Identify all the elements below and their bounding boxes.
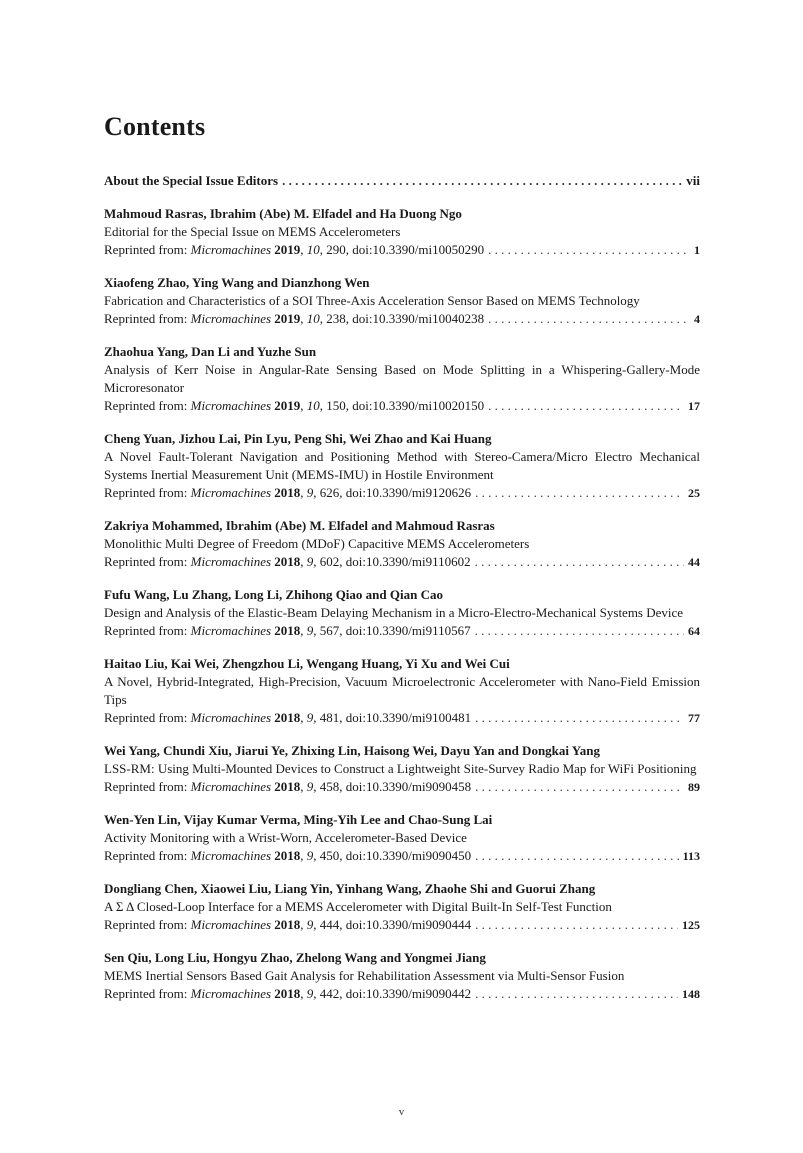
entry-volume: 9: [306, 554, 314, 569]
entry-article: 150: [326, 398, 346, 413]
entry-reprint-line: [104, 916, 700, 934]
entry-year: 2018: [274, 917, 301, 932]
entry-citation: Reprinted from: Micromachines 2018, 9, 444, doi:10.3390/mi9090444: [104, 917, 472, 932]
entry-authors: Wei Yang, Chundi Xiu, Jiarui Ye, Zhixing Lin, Haisong Wei, Dayu Yan and Dongkai Yang: [104, 743, 600, 758]
journal-name: Micromachines: [190, 986, 272, 1001]
journal-name: Micromachines: [190, 398, 272, 413]
entry-title: Design and Analysis of the Elastic-Beam Delaying Mechanism in a Micro-Electro-Mechanical Systems Device: [104, 605, 684, 620]
entry-title: Editorial for the Special Issue on MEMS Accelerometers: [104, 224, 401, 239]
entry-citation: Reprinted from: Micromachines 2019, 10, 238, doi:10.3390/mi10040238: [104, 311, 485, 326]
entry-authors: Dongliang Chen, Xiaowei Liu, Liang Yin, Yinhang Wang, Zhaohe Shi and Guorui Zhang: [104, 881, 596, 896]
toc-entry[interactable]: [104, 430, 700, 502]
reprinted-from-label: Reprinted from:: [104, 398, 188, 413]
leader-dots: [475, 778, 684, 796]
entry-page: 148: [682, 987, 700, 1001]
reprinted-from-label: Reprinted from:: [104, 779, 188, 794]
reprinted-from-label: Reprinted from:: [104, 311, 188, 326]
entry-year: 2019: [274, 242, 301, 257]
toc-about-page: vii: [686, 173, 700, 188]
entry-citation: Reprinted from: Micromachines 2018, 9, 626, doi:10.3390/mi9120626: [104, 485, 472, 500]
leader-dots: [488, 241, 690, 259]
entry-article: 238: [326, 311, 346, 326]
journal-name: Micromachines: [190, 311, 272, 326]
toc-entry[interactable]: [104, 655, 700, 727]
reprinted-from-label: Reprinted from:: [104, 986, 188, 1001]
entry-article: 458: [319, 779, 340, 794]
toc-about-label: About the Special Issue Editors: [104, 173, 279, 188]
reprinted-from-label: Reprinted from:: [104, 917, 188, 932]
entry-citation: Reprinted from: Micromachines 2019, 10, 290, doi:10.3390/mi10050290: [104, 242, 485, 257]
entry-citation: Reprinted from: Micromachines 2018, 9, 602, doi:10.3390/mi9110602: [104, 554, 471, 569]
entry-page: 77: [688, 711, 700, 725]
entry-doi: doi:10.3390/mi10020150: [352, 398, 485, 413]
entry-title: Activity Monitoring with a Wrist-Worn, Accelerometer-Based Device: [104, 830, 467, 845]
toc-entry[interactable]: [104, 586, 700, 640]
leader-dots: [475, 553, 684, 571]
entry-year: 2019: [274, 311, 301, 326]
reprinted-from-label: Reprinted from:: [104, 554, 188, 569]
leader-dots: [488, 310, 690, 328]
entry-doi: doi:10.3390/mi9110567: [345, 623, 471, 638]
entry-authors: Xiaofeng Zhao, Ying Wang and Dianzhong Wen: [104, 275, 370, 290]
entry-authors: Fufu Wang, Lu Zhang, Long Li, Zhihong Qiao and Qian Cao: [104, 587, 443, 602]
entry-page: 125: [682, 918, 700, 932]
entry-year: 2018: [274, 848, 301, 863]
entry-article: 567: [319, 623, 340, 638]
leader-dots: [475, 847, 679, 865]
entry-citation: Reprinted from: Micromachines 2018, 9, 450, doi:10.3390/mi9090450: [104, 848, 472, 863]
entry-article: 442: [319, 986, 340, 1001]
entry-title: Fabrication and Characteristics of a SOI Three-Axis Acceleration Sensor Based on MEMS Technology: [104, 293, 640, 308]
entry-year: 2018: [274, 623, 301, 638]
entry-year: 2019: [274, 398, 301, 413]
entry-reprint-line: [104, 310, 700, 328]
toc-entry[interactable]: [104, 811, 700, 865]
entry-authors: Cheng Yuan, Jizhou Lai, Pin Lyu, Peng Shi, Wei Zhao and Kai Huang: [104, 431, 492, 446]
entry-doi: doi:10.3390/mi9090444: [345, 917, 472, 932]
entry-citation: Reprinted from: Micromachines 2019, 10, 150, doi:10.3390/mi10020150: [104, 398, 485, 413]
entry-reprint-line: [104, 985, 700, 1003]
entry-doi: doi:10.3390/mi9090442: [345, 986, 472, 1001]
entry-volume: 9: [306, 623, 314, 638]
entry-authors: Wen-Yen Lin, Vijay Kumar Verma, Ming-Yih Lee and Chao-Sung Lai: [104, 812, 493, 827]
entry-reprint-line: [104, 241, 700, 259]
entry-page: 4: [694, 312, 700, 326]
entry-doi: doi:10.3390/mi9120626: [345, 485, 472, 500]
entry-authors: Zhaohua Yang, Dan Li and Yuzhe Sun: [104, 344, 317, 359]
entry-reprint-line: [104, 622, 700, 640]
entry-volume: 9: [306, 710, 314, 725]
journal-name: Micromachines: [190, 917, 272, 932]
leader-dots: [475, 709, 684, 727]
journal-name: Micromachines: [190, 623, 272, 638]
entry-title: A Novel Fault-Tolerant Navigation and Positioning Method with Stereo-Camera/Micro Electro Mechanical Systems Inertial Measurement Unit (MEMS-IMU) in Hostile Environment: [104, 449, 700, 482]
toc-about-editors[interactable]: [104, 172, 700, 190]
entry-volume: 9: [306, 779, 314, 794]
page-title: Contents: [104, 112, 206, 141]
entry-title: A Σ Δ Closed-Loop Interface for a MEMS Accelerometer with Digital Built-In Self-Test Function: [104, 899, 612, 914]
entry-volume: 10: [306, 311, 320, 326]
entry-title: LSS-RM: Using Multi-Mounted Devices to Construct a Lightweight Site-Survey Radio Map for WiFi Positioning: [104, 761, 697, 776]
leader-dots: [475, 622, 684, 640]
entry-page: 25: [688, 486, 700, 500]
entry-year: 2018: [274, 779, 301, 794]
reprinted-from-label: Reprinted from:: [104, 242, 188, 257]
entry-citation: Reprinted from: Micromachines 2018, 9, 567, doi:10.3390/mi9110567: [104, 623, 471, 638]
leader-dots: [475, 916, 678, 934]
entry-reprint-line: [104, 553, 700, 571]
entry-article: 602: [319, 554, 340, 569]
entry-doi: doi:10.3390/mi9090450: [345, 848, 472, 863]
toc-entry[interactable]: [104, 949, 700, 1003]
entry-authors: Zakriya Mohammed, Ibrahim (Abe) M. Elfadel and Mahmoud Rasras: [104, 518, 495, 533]
toc-list: [104, 172, 700, 1018]
entry-citation: Reprinted from: Micromachines 2018, 9, 442, doi:10.3390/mi9090442: [104, 986, 472, 1001]
journal-name: Micromachines: [190, 710, 272, 725]
journal-name: Micromachines: [190, 242, 272, 257]
entry-year: 2018: [274, 485, 301, 500]
page-number: v: [398, 1106, 405, 1118]
entry-doi: doi:10.3390/mi10040238: [352, 311, 485, 326]
journal-name: Micromachines: [190, 554, 272, 569]
toc-entry[interactable]: [104, 880, 700, 934]
entry-citation: Reprinted from: Micromachines 2018, 9, 458, doi:10.3390/mi9090458: [104, 779, 472, 794]
entry-year: 2018: [274, 554, 301, 569]
entry-reprint-line: [104, 397, 700, 415]
entry-article: 290: [326, 242, 346, 257]
journal-name: Micromachines: [190, 848, 272, 863]
entry-page: 64: [688, 624, 700, 638]
entry-authors: Mahmoud Rasras, Ibrahim (Abe) M. Elfadel and Ha Duong Ngo: [104, 206, 462, 221]
toc-entry[interactable]: [104, 343, 700, 415]
entry-page: 44: [688, 555, 700, 569]
entry-reprint-line: [104, 709, 700, 727]
entry-page: 17: [688, 399, 700, 413]
entry-volume: 9: [306, 986, 314, 1001]
entry-doi: doi:10.3390/mi10050290: [352, 242, 485, 257]
reprinted-from-label: Reprinted from:: [104, 623, 188, 638]
entry-doi: doi:10.3390/mi9100481: [345, 710, 472, 725]
entry-citation: Reprinted from: Micromachines 2018, 9, 481, doi:10.3390/mi9100481: [104, 710, 472, 725]
leader-dots: [488, 397, 684, 415]
entry-year: 2018: [274, 710, 301, 725]
entry-reprint-line: [104, 778, 700, 796]
entry-volume: 10: [306, 398, 320, 413]
entry-authors: Sen Qiu, Long Liu, Hongyu Zhao, Zhelong Wang and Yongmei Jiang: [104, 950, 486, 965]
entry-volume: 9: [306, 485, 314, 500]
entry-article: 626: [319, 485, 340, 500]
reprinted-from-label: Reprinted from:: [104, 848, 188, 863]
entry-article: 450: [319, 848, 340, 863]
entry-title: Analysis of Kerr Noise in Angular-Rate Sensing Based on Mode Splitting in a Whispering-Gallery-Mode Microresonator: [104, 362, 700, 395]
leader-dots: [475, 484, 684, 502]
entry-page: 1: [694, 243, 700, 257]
entry-doi: doi:10.3390/mi9110602: [345, 554, 471, 569]
toc-entry[interactable]: [104, 742, 700, 796]
leader-dots: [475, 985, 678, 1003]
toc-entry[interactable]: [104, 517, 700, 571]
entry-title: Monolithic Multi Degree of Freedom (MDoF) Capacitive MEMS Accelerometers: [104, 536, 530, 551]
entry-authors: Haitao Liu, Kai Wei, Zhengzhou Li, Wengang Huang, Yi Xu and Wei Cui: [104, 656, 510, 671]
toc-entry[interactable]: [104, 205, 700, 259]
reprinted-from-label: Reprinted from:: [104, 710, 188, 725]
entry-title: MEMS Inertial Sensors Based Gait Analysis for Rehabilitation Assessment via Multi-Sensor Fusion: [104, 968, 625, 983]
entry-reprint-line: [104, 484, 700, 502]
entry-volume: 9: [306, 848, 314, 863]
entry-reprint-line: [104, 847, 700, 865]
entry-doi: doi:10.3390/mi9090458: [345, 779, 472, 794]
entry-volume: 10: [306, 242, 320, 257]
entry-article: 444: [319, 917, 340, 932]
entry-volume: 9: [306, 917, 314, 932]
entry-page: 89: [688, 780, 700, 794]
toc-entry[interactable]: [104, 274, 700, 328]
journal-name: Micromachines: [190, 779, 272, 794]
leader-dots: [282, 172, 682, 190]
entry-title: A Novel, Hybrid-Integrated, High-Precision, Vacuum Microelectronic Accelerometer with Nano-Field Emission Tips: [104, 674, 700, 707]
reprinted-from-label: Reprinted from:: [104, 485, 188, 500]
journal-name: Micromachines: [190, 485, 272, 500]
entry-page: 113: [682, 849, 700, 863]
entry-year: 2018: [274, 986, 301, 1001]
entry-article: 481: [319, 710, 340, 725]
